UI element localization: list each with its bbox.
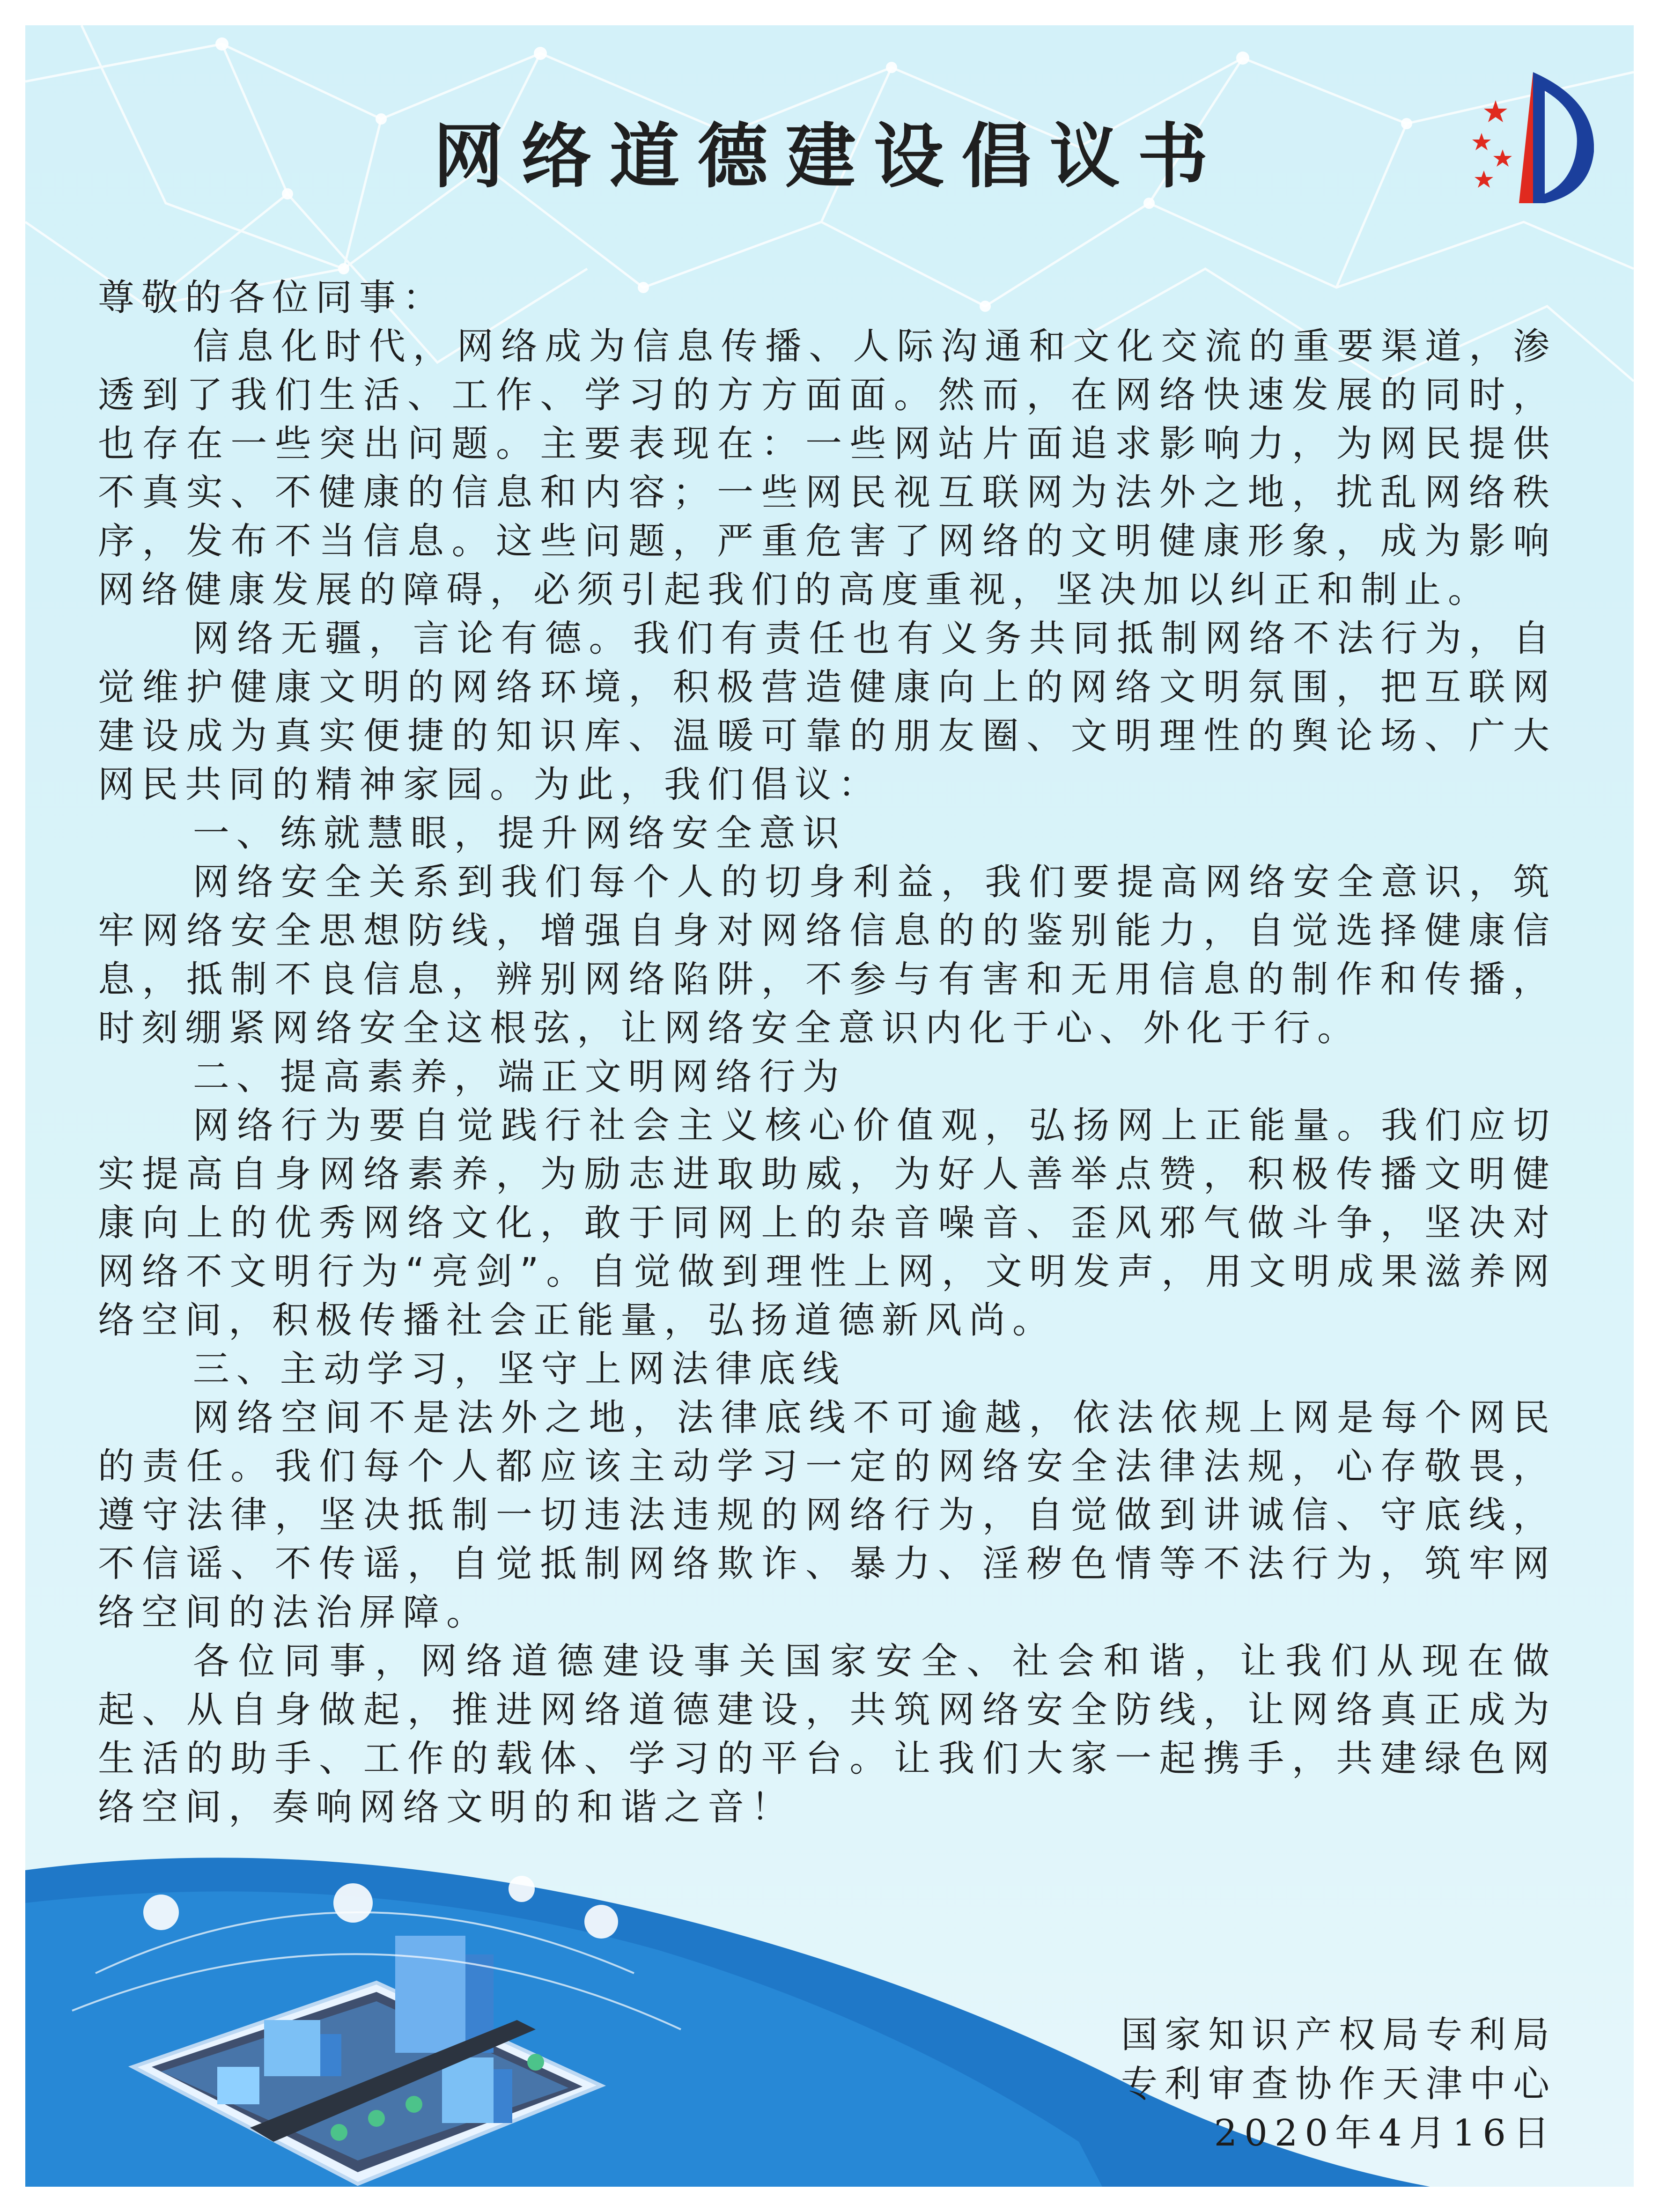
- heading-section-1: 一、练就慧眼，提升网络安全意识: [192, 812, 846, 855]
- paragraph-section-3: 网络空间不是法外之地，法律底线不可逾越，依法依规上网是每个网民的责任。我们每个人都应该主动学习一定的网络安全法律法规，心存敬畏，遵守法律，坚决抵制一切违法违规的网络行为，自觉做到讲诚信、守底线，不信谣、不传谣，自觉抵制网络欺诈、暴力、淫秽色情等不法行为，筑牢网络空间的法治屏障。: [98, 1397, 1556, 1634]
- signature-org-1: 国家知识产权局专利局: [1121, 2014, 1556, 2056]
- signature-block: [1121, 2011, 1556, 2158]
- letter-body: [98, 273, 1556, 1832]
- paragraph-section-1: 网络安全关系到我们每个人的切身利益，我们要提高网络安全意识，筑牢网络安全思想防线，增强自身对网络信息的的鉴别能力，自觉选择健康信息，抵制不良信息，辨别网络陷阱，不参与有害和无用信息的制作和传播，时刻绷紧网络安全这根弦，让网络安全意识内化于心、外化于行。: [98, 861, 1556, 1049]
- greeting: 尊敬的各位同事：: [98, 277, 447, 319]
- page-title: 网络道德建设倡议书: [433, 115, 1226, 198]
- heading-section-2: 二、提高素养，端正文明网络行为: [192, 1056, 846, 1098]
- paragraph-initiative: 网络无疆，言论有德。我们有责任也有义务共同抵制网络不法行为，自觉维护健康文明的网络环境，积极营造健康向上的网络文明氛围，把互联网建设成为真实便捷的知识库、温暖可靠的朋友圈、文明理性的舆论场、广大网民共同的精神家园。为此，我们倡议：: [98, 618, 1556, 806]
- paragraph-closing: 各位同事，网络道德建设事关国家安全、社会和谐，让我们从现在做起、从自身做起，推进网络道德建设，共筑网络安全防线，让网络真正成为生活的助手、工作的载体、学习的平台。让我们大家一起携手，共建绿色网络空间，奏响网络文明的和谐之音！: [98, 1640, 1556, 1829]
- heading-section-3: 三、主动学习，坚守上网法律底线: [192, 1348, 846, 1390]
- signature-org-2: 专利审查协作天津中心: [1121, 2063, 1556, 2105]
- signature-date: 2020年4月16日: [1214, 2112, 1556, 2154]
- poster: [25, 25, 1634, 2187]
- paragraph-intro: 信息化时代，网络成为信息传播、人际沟通和文化交流的重要渠道，渗透到了我们生活、工作、学习的方方面面。然而，在网络快速发展的同时，也存在一些突出问题。主要表现在：一些网站片面追求影响力，为网民提供不真实、不健康的信息和内容；一些网民视互联网为法外之地，扰乱网络秩序，发布不当信息。这些问题，严重危害了网络的文明健康形象，成为影响网络健康发展的障碍，必须引起我们的高度重视，坚决加以纠正和制止。: [98, 325, 1556, 611]
- paragraph-section-2: 网络行为要自觉践行社会主义核心价值观，弘扬网上正能量。我们应切实提高自身网络素养，为励志进取助威，为好人善举点赞，积极传播文明健康向上的优秀网络文化，敢于同网上的杂音噪音、歪风邪气做斗争，坚决对网络不文明行为“亮剑”。自觉做到理性上网，文明发声，用文明成果滋养网络空间，积极传播社会正能量，弘扬道德新风尚。: [98, 1105, 1556, 1342]
